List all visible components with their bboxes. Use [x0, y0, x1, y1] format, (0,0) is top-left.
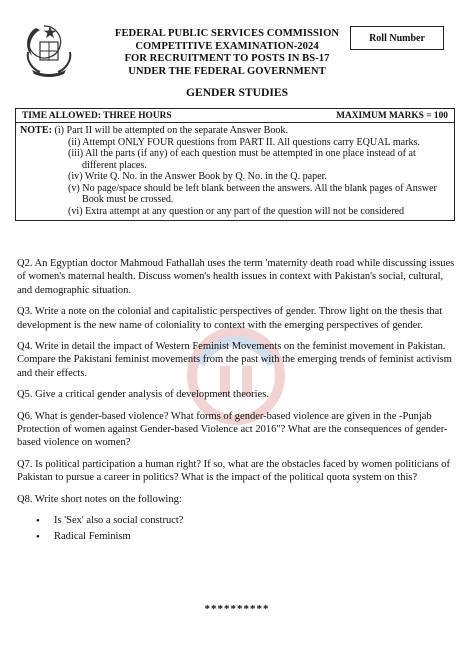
- notes-block: [16, 123, 454, 220]
- note-item-v: (v) No page/space should be left blank between the answers. All the blank pages of Answer Book must be crossed.: [68, 182, 437, 205]
- exam-header: [96, 28, 358, 78]
- note-item-iv: (iv) Write Q. No. in the Answer Book by Q. No. in the Q. paper.: [68, 171, 328, 182]
- end-marker: **********: [204, 603, 270, 615]
- header-line-4: UNDER THE FEDERAL GOVERNMENT: [128, 65, 326, 77]
- question-7: Q7. Is political participation a human right? If so, what are the obstacles faced by women politicians of Pakistan to pursue a career in politics? What is the impact of the political quota system on this?: [17, 458, 450, 484]
- questions-section: [17, 257, 457, 545]
- question-6: Q6. What is gender-based violence? What forms of gender-based violence are given in the -Punjab Protection of women against Gender-based Violence act 2016"? What are the consequences of gender-based violence on women?: [17, 410, 448, 449]
- note-first-line: [20, 125, 450, 137]
- note-item-ii: (ii) Attempt ONLY FOUR questions from PART II. All questions carry EQUAL marks.: [68, 136, 421, 148]
- header-line-1: FEDERAL PUBLIC SERVICES COMMISSION: [114, 28, 340, 39]
- header-line-2: COMPETITIVE EXAMINATION-2024: [135, 40, 319, 52]
- question-8: Q8. Write short notes on the following:: [17, 493, 182, 505]
- q8-bullet-2: • Radical Feminism: [17, 529, 457, 545]
- exam-info-row: [16, 109, 454, 123]
- note-item-vi: (vi) Extra attempt at any question or any part of the question will not be considered: [68, 205, 405, 217]
- roll-number-label: Roll Number: [369, 32, 425, 44]
- question-5: Q5. Give a critical gender analysis of development theories.: [17, 389, 269, 401]
- time-allowed: TIME ALLOWED: THREE HOURS: [22, 110, 172, 121]
- question-4: Q4. Write in detail the impact of Western Feminist Movements on the feminist movement in Pakistan. Compare the Pakistani feminist movements from the past with the emerging trends of feminist activism and their effects.: [17, 341, 452, 379]
- note-item-i: (i) Part II will be attempted on the separate Answer Book.: [54, 125, 288, 136]
- roll-number-box[interactable]: [350, 26, 444, 50]
- question-3: Q3. Write a note on the colonial and capitalistic perspectives of gender. Throw light on the thesis that development is the new name of coloniality to context with the emerging perspectives of gender.: [17, 306, 443, 331]
- header-line-3: FOR RECRUITMENT TO POSTS IN BS-17: [124, 53, 330, 65]
- maximum-marks: MAXIMUM MARKS = 100: [336, 110, 448, 121]
- q8-bullet-1: • Is 'Sex' also a social construct?: [17, 513, 457, 529]
- state-emblem-icon: [20, 22, 78, 80]
- note-item-iii: (iii) All the parts (if any) of each question must be attempted in one place instead of at different places.: [68, 148, 416, 171]
- note-label: NOTE:: [20, 125, 52, 136]
- exam-info-table: [15, 108, 455, 221]
- subject-title: GENDER STUDIES: [185, 86, 289, 99]
- question-2: Q2. An Egyptian doctor Mahmoud Fathallah uses the term 'maternity death road while discussing issues of women's maternal health. Discuss women's health issues in context with Pakistan's social, cultural, and demographic situation.: [17, 258, 455, 296]
- q8-bullet-list: [17, 513, 457, 545]
